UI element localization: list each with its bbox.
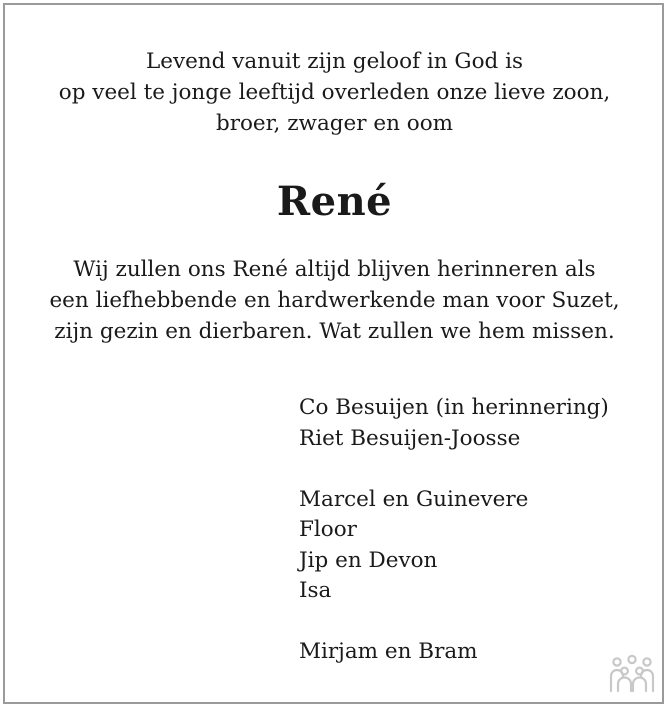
family-member: Floor [299,517,357,542]
family-member: Mirjam en Bram [299,639,478,664]
message-line: een liefhebbende en hardwerkende man voor Suzet, [49,288,620,313]
family-member: Co Besuijen (in herinnering) [299,395,609,420]
intro-line: op veel te jonge leeftijd overleden onze lieve zoon, [58,80,611,105]
people-group-icon [608,654,656,694]
family-group-parents [299,393,609,454]
family-signatories [299,393,609,668]
memorial-message [0,254,669,347]
family-member: Isa [299,578,332,603]
deceased-name: René [276,178,393,225]
message-line: zijn gezin en dierbaren. Wat zullen we hem missen. [54,319,615,344]
intro-line: Levend vanuit zijn geloof in God is [145,49,524,74]
family-group-sibling [299,637,609,668]
message-line: Wij zullen ons René altijd blijven herinneren als [73,257,596,282]
family-member: Jip en Devon [299,547,438,573]
intro-text [0,46,669,139]
family-member: Marcel en Guinevere [299,486,529,512]
family-member: Riet Besuijen-Joosse [299,425,521,451]
family-group-sibling-family [299,485,609,607]
intro-line: broer, zwager en oom [215,111,454,136]
